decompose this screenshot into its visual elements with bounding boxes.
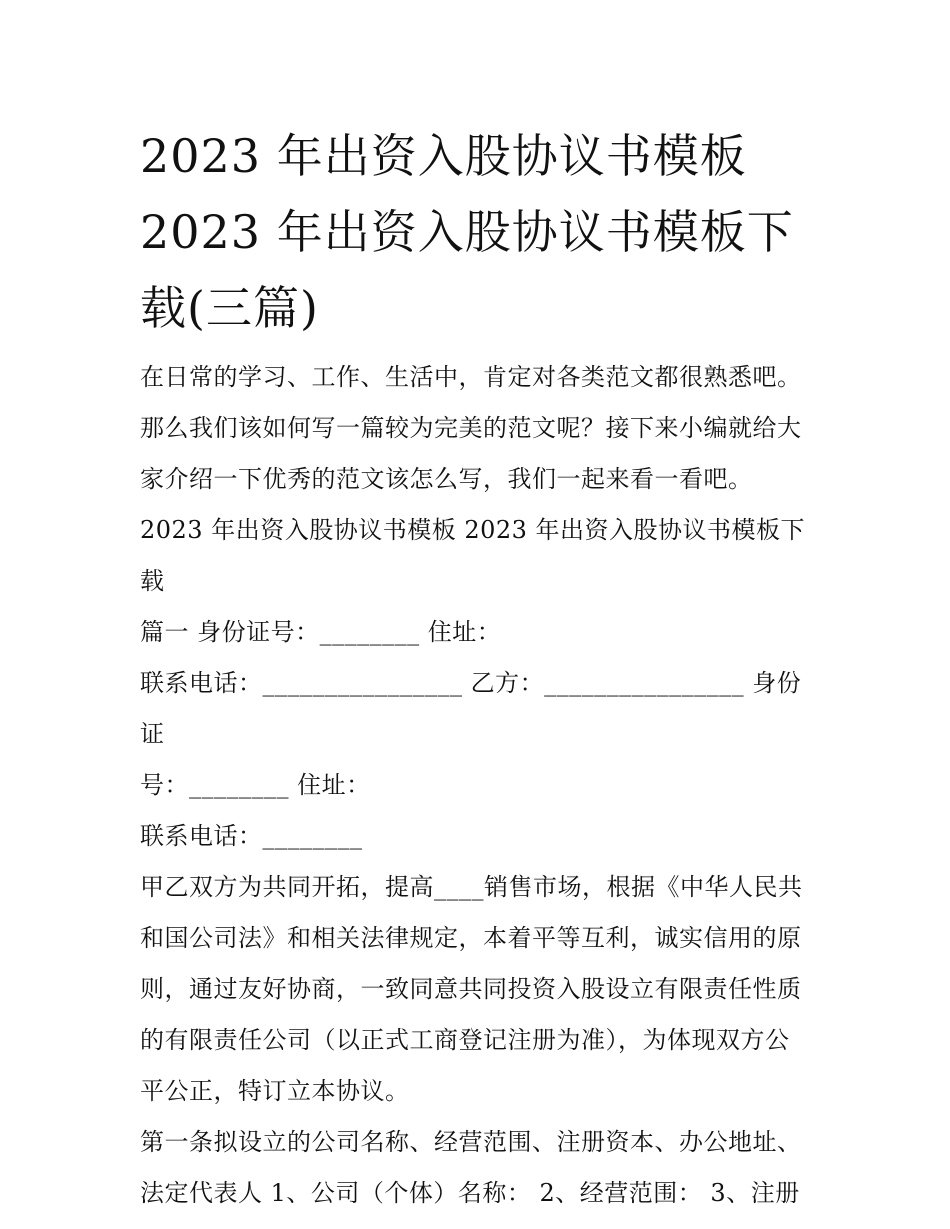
- title-line-1: 2023 年出资入股协议书模板: [140, 129, 747, 183]
- body-line: 那么我们该如何写一篇较为完美的范文呢？接下来小编就给大: [140, 414, 802, 442]
- body-line: 第一条拟设立的公司名称、经营范围、注册资本、办公地址、: [140, 1128, 802, 1156]
- body-line: 篇一 身份证号：________ 住址：: [140, 618, 502, 646]
- body-line: 和国公司法》和相关法律规定，本着平等互利，诚实信用的原: [140, 924, 802, 952]
- body-line: 联系电话：________: [140, 822, 363, 850]
- title-line-3: 载(三篇): [140, 281, 319, 335]
- document-title: [140, 118, 820, 346]
- body-line: 法定代表人 1、公司（个体）名称： 2、经营范围： 3、注册: [140, 1179, 800, 1207]
- body-line: 甲乙双方为共同开拓，提高____销售市场，根据《中华人民共: [140, 873, 803, 901]
- body-line: 的有限责任公司（以正式工商登记注册为准），为体现双方公: [140, 1026, 790, 1054]
- title-line-2: 2023 年出资入股协议书模板下: [140, 205, 794, 259]
- body-line: 则，通过友好协商，一致同意共同投资入股设立有限责任性质: [140, 975, 802, 1003]
- body-line: 联系电话：________________ 乙方：________________ 身份证: [140, 669, 802, 748]
- document-content: [140, 118, 820, 1219]
- body-line: 家介绍一下优秀的范文该怎么写，我们一起来看一看吧。: [140, 465, 753, 493]
- body-line: 平公正，特订立本协议。: [140, 1077, 410, 1105]
- body-line: 在日常的学习、工作、生活中，肯定对各类范文都很熟悉吧。: [140, 363, 802, 391]
- body-line: 2023 年出资入股协议书模板 2023 年出资入股协议书模板下载: [140, 516, 806, 595]
- body-line: 号：________ 住址：: [140, 771, 371, 799]
